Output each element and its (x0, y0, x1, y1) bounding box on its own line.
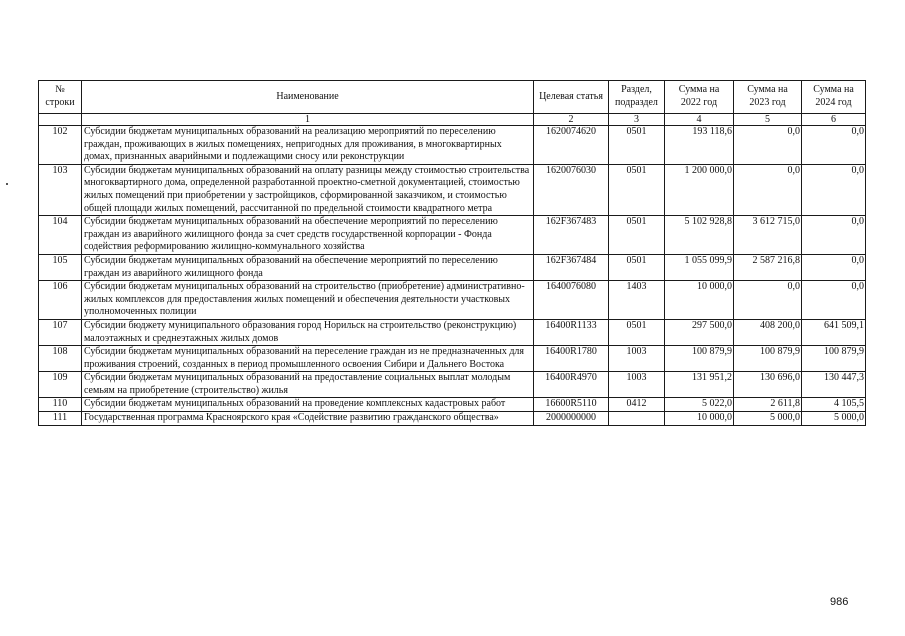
row-section: 0501 (609, 126, 665, 165)
header-index-target: 2 (534, 114, 609, 126)
row-number: 102 (39, 126, 82, 165)
budget-table-sheet (38, 80, 865, 426)
row-target-article: 2000000000 (534, 412, 609, 426)
table-row (39, 346, 866, 372)
header-index-section: 3 (609, 114, 665, 126)
row-target-article: 16400R4970 (534, 372, 609, 398)
row-sum-2022: 131 951,2 (665, 372, 734, 398)
row-sum-2024: 0,0 (802, 281, 866, 320)
row-target-article: 1640076080 (534, 281, 609, 320)
row-sum-2023: 0,0 (734, 126, 802, 165)
table-row (39, 281, 866, 320)
header-index-2024: 6 (802, 114, 866, 126)
row-number: 104 (39, 216, 82, 255)
table-row (39, 126, 866, 165)
row-section: 1003 (609, 346, 665, 372)
row-name: Субсидии бюджетам муниципальных образований на предоставление социальных выплат молодым семьям на приобретение (строительство) жилья (82, 372, 534, 398)
row-name: Субсидии бюджетам муниципальных образований на строительство (приобретение) административно-жилых комплексов для предоставления жилых помещений и обеспечения деятельности участковых уполномоченных полиции (82, 281, 534, 320)
row-sum-2022: 5 022,0 (665, 398, 734, 412)
row-sum-2023: 3 612 715,0 (734, 216, 802, 255)
table-row (39, 216, 866, 255)
row-sum-2023: 0,0 (734, 281, 802, 320)
row-target-article: 1620074620 (534, 126, 609, 165)
row-number: 105 (39, 254, 82, 280)
row-section: 0501 (609, 254, 665, 280)
row-sum-2024: 0,0 (802, 216, 866, 255)
row-name: Субсидии бюджетам муниципальных образований на проведение комплексных кадастровых работ (82, 398, 534, 412)
header-index-empty (39, 114, 82, 126)
table-row (39, 398, 866, 412)
row-section: 1003 (609, 372, 665, 398)
row-number: 103 (39, 164, 82, 215)
row-sum-2024: 100 879,9 (802, 346, 866, 372)
row-sum-2022: 100 879,9 (665, 346, 734, 372)
row-sum-2022: 5 102 928,8 (665, 216, 734, 255)
row-sum-2024: 0,0 (802, 254, 866, 280)
table-row (39, 164, 866, 215)
row-sum-2024: 130 447,3 (802, 372, 866, 398)
row-sum-2023: 408 200,0 (734, 319, 802, 345)
row-section: 0501 (609, 319, 665, 345)
row-target-article: 162F367483 (534, 216, 609, 255)
row-name: Субсидии бюджетам муниципальных образований на оплату разницы между стоимостью строительства многоквартирного дома, определенной разработанной проектно-сметной документацией, стоимостью жилых помещений при приобретении у застройщиков, сформированной заказчиком, и стоимостью общей площади жилых помещений, рассчитанной по предельной стоимости квадратного метра (82, 164, 534, 215)
row-name: Субсидии бюджетам муниципальных образований на переселение граждан из не предназначенных для проживания строений, созданных в период промышленного освоения Сибири и Дальнего Востока (82, 346, 534, 372)
row-sum-2022: 1 055 099,9 (665, 254, 734, 280)
row-section: 0501 (609, 164, 665, 215)
page-number: 986 (830, 596, 849, 608)
row-sum-2022: 193 118,6 (665, 126, 734, 165)
table-row (39, 254, 866, 280)
row-sum-2024: 4 105,5 (802, 398, 866, 412)
row-sum-2023: 100 879,9 (734, 346, 802, 372)
row-section: 1403 (609, 281, 665, 320)
table-row (39, 372, 866, 398)
row-section (609, 412, 665, 426)
row-name: Субсидии бюджетам муниципальных образований на обеспечение мероприятий по переселению граждан из аварийного жилищного фонда за счет средств государственной корпорации - Фонда содействия реформированию жилищно-коммунального хозяйства (82, 216, 534, 255)
row-sum-2023: 0,0 (734, 164, 802, 215)
header-sum-2022: Сумма на 2022 год (665, 81, 734, 114)
row-sum-2024: 0,0 (802, 164, 866, 215)
row-name: Субсидии бюджетам муниципальных образований на реализацию мероприятий по переселению граждан, проживающих в жилых помещениях, непригодных для проживания, в многоквартирных домах, признанных аварийными и подлежащими сносу или реконструкции (82, 126, 534, 165)
header-sum-2024: Сумма на 2024 год (802, 81, 866, 114)
header-name: Наименование (82, 81, 534, 114)
header-index-2023: 5 (734, 114, 802, 126)
row-name: Государственная программа Красноярского края «Содействие развитию гражданского общества» (82, 412, 534, 426)
row-target-article: 16400R1133 (534, 319, 609, 345)
row-number: 110 (39, 398, 82, 412)
header-section: Раздел, подраздел (609, 81, 665, 114)
header-row-number: № строки (39, 81, 82, 114)
header-target-article: Целевая статья (534, 81, 609, 114)
row-number: 108 (39, 346, 82, 372)
row-number: 111 (39, 412, 82, 426)
table-body (39, 126, 866, 426)
row-sum-2022: 297 500,0 (665, 319, 734, 345)
row-sum-2022: 10 000,0 (665, 281, 734, 320)
budget-table (38, 80, 866, 426)
table-header (39, 81, 866, 126)
row-sum-2024: 5 000,0 (802, 412, 866, 426)
row-sum-2024: 0,0 (802, 126, 866, 165)
scan-speck (6, 183, 8, 185)
header-index-2022: 4 (665, 114, 734, 126)
row-sum-2023: 2 611,8 (734, 398, 802, 412)
row-number: 107 (39, 319, 82, 345)
row-sum-2022: 1 200 000,0 (665, 164, 734, 215)
row-sum-2023: 5 000,0 (734, 412, 802, 426)
row-section: 0501 (609, 216, 665, 255)
row-sum-2023: 130 696,0 (734, 372, 802, 398)
row-name: Субсидии бюджетам муниципальных образований на обеспечение мероприятий по переселению граждан из аварийного жилищного фонда (82, 254, 534, 280)
row-sum-2022: 10 000,0 (665, 412, 734, 426)
row-number: 109 (39, 372, 82, 398)
row-target-article: 16400R1780 (534, 346, 609, 372)
row-target-article: 162F367484 (534, 254, 609, 280)
table-row (39, 319, 866, 345)
row-section: 0412 (609, 398, 665, 412)
row-name: Субсидии бюджету муниципального образования город Норильск на строительство (реконструкцию) малоэтажных и среднеэтажных жилых домов (82, 319, 534, 345)
header-sum-2023: Сумма на 2023 год (734, 81, 802, 114)
row-target-article: 1620076030 (534, 164, 609, 215)
header-index-name: 1 (82, 114, 534, 126)
row-number: 106 (39, 281, 82, 320)
table-row (39, 412, 866, 426)
row-sum-2023: 2 587 216,8 (734, 254, 802, 280)
row-target-article: 16600R5110 (534, 398, 609, 412)
row-sum-2024: 641 509,1 (802, 319, 866, 345)
